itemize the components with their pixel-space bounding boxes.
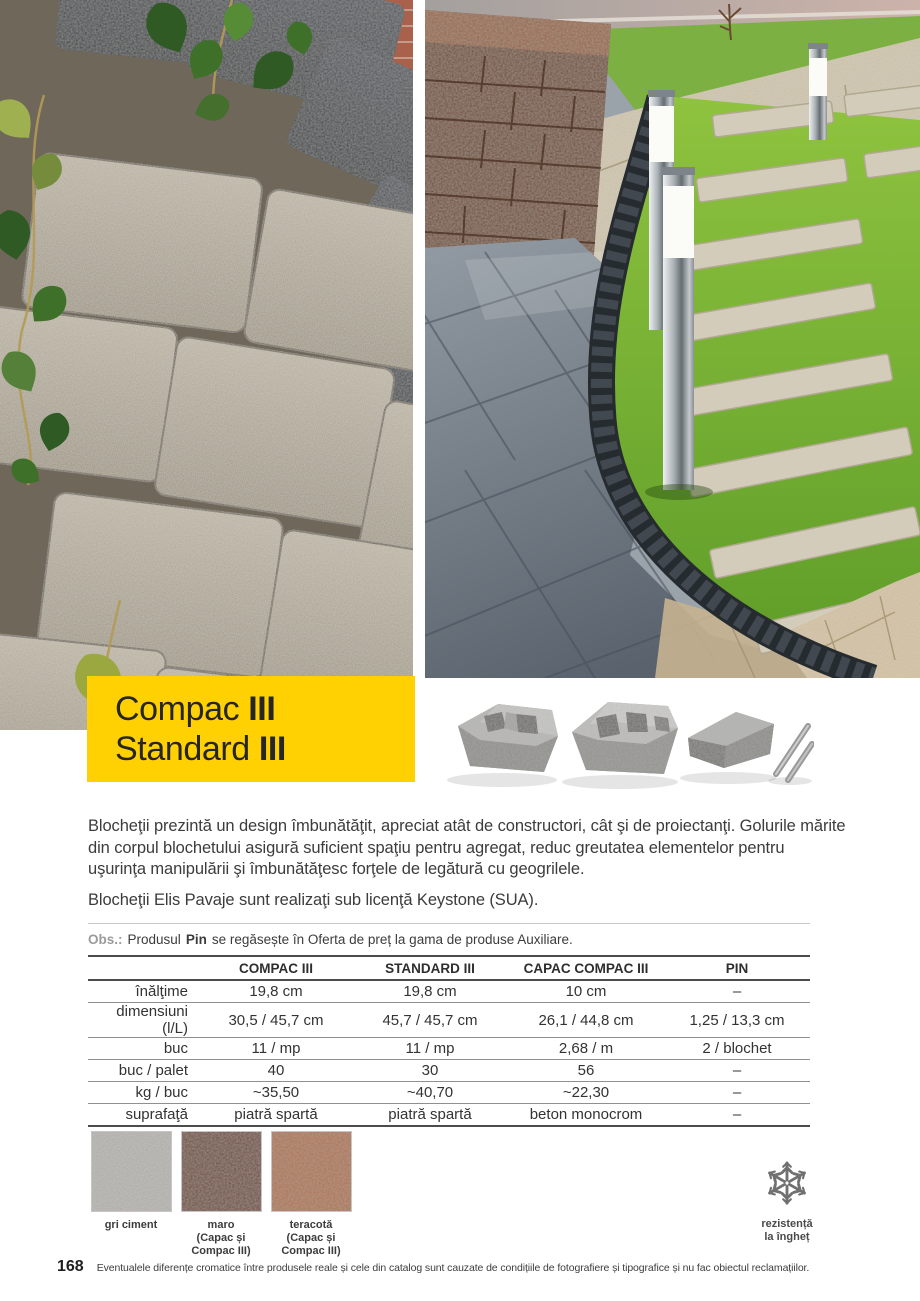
row-label: înălţime xyxy=(88,980,200,1003)
description-paragraph-1: Blocheţii prezintă un design îmbunătăţit, apreciat atât de constructori, cât şi de proiectanţi. Golurile mărite din corpul blochetului asigură suficient spaţiu pentru agregat, reduc greutatea elementelor pentru uşurinţa manipulării şi îmbunătăţesc forţele de legătură cu geogrilele. xyxy=(88,817,846,878)
swatch-chip-gri xyxy=(91,1131,172,1212)
header-pin: PIN xyxy=(664,956,810,980)
cell: piatră spartă xyxy=(388,1106,472,1123)
block-renders-illustration xyxy=(440,688,814,790)
frost-badge-label: rezistență la îngheț xyxy=(761,1218,813,1243)
swatch-chip-teracota xyxy=(271,1131,352,1212)
swatch-chip-maro xyxy=(181,1131,262,1212)
cell: piatră spartă xyxy=(234,1106,318,1123)
standard-block-render xyxy=(572,702,678,774)
header-capac: CAPAC COMPAC III xyxy=(508,956,664,980)
cell: ~22,30 xyxy=(508,1082,664,1104)
note-label: Obs.: xyxy=(88,932,123,947)
note-product-name: Pin xyxy=(185,932,207,947)
spec-table xyxy=(88,955,810,1127)
swatch-label: maro (Capac și Compac III) xyxy=(191,1219,251,1257)
cell: 30,5 / 45,7 cm xyxy=(200,1003,352,1038)
cell: 10 cm xyxy=(508,980,664,1003)
snowflake-icon xyxy=(764,1160,810,1206)
cell: 11 / mp xyxy=(200,1038,352,1060)
swatch-label: gri ciment xyxy=(104,1219,158,1231)
cell: – xyxy=(664,1082,810,1104)
swatch-gri-ciment xyxy=(83,1131,179,1232)
cell: 1,25 / 13,3 cm xyxy=(664,1003,810,1038)
cell: 56 xyxy=(508,1060,664,1082)
bollard-light-far xyxy=(808,43,828,140)
note-row xyxy=(88,923,810,955)
photo-garden-path xyxy=(425,0,920,678)
product-title-line1: Compac III xyxy=(115,690,276,728)
frost-resistance-badge xyxy=(736,1160,838,1244)
row-label: buc / palet xyxy=(88,1060,200,1082)
header-compac: COMPAC III xyxy=(200,956,352,980)
footer-disclaimer: Eventualele diferențe cromatice între produsele reale și cele din catalog sunt cauzate de condițiile de fotografiere și tipografice și nu fac obiectul reclamațiilor. xyxy=(96,1262,810,1274)
page-number: 168 xyxy=(57,1258,84,1275)
cell: 40 xyxy=(200,1060,352,1082)
table-row xyxy=(88,980,810,1003)
product-description xyxy=(88,816,846,911)
stone-wall-illustration xyxy=(0,0,413,730)
row-label: kg / buc xyxy=(88,1082,200,1104)
cell: – xyxy=(664,980,810,1003)
swatch-label: teracotă (Capac și Compac III) xyxy=(281,1219,341,1257)
table-row xyxy=(88,1060,810,1082)
product-title-line2: Standard III xyxy=(115,730,286,768)
pin-rods-render xyxy=(776,726,812,780)
note-text-before: Produsul xyxy=(127,932,181,947)
swatch-teracota xyxy=(263,1131,359,1258)
cell: beton monocrom xyxy=(529,1106,643,1123)
cell: 30 xyxy=(352,1060,508,1082)
description-paragraph-2: Blocheţii Elis Pavaje sunt realizaţi sub licenţă Keystone (SUA). xyxy=(88,890,539,909)
garden-path-illustration xyxy=(425,0,920,678)
page-footer xyxy=(57,1258,877,1276)
swatch-maro xyxy=(173,1131,269,1258)
row-label: dimensiuni (l/L) xyxy=(88,1003,200,1038)
spec-table-header-row xyxy=(88,956,810,980)
capac-block-render xyxy=(688,712,774,768)
spec-section xyxy=(88,923,810,1127)
cell: – xyxy=(732,1106,742,1123)
cell: 11 / mp xyxy=(352,1038,508,1060)
cell: 19,8 cm xyxy=(200,980,352,1003)
cell: – xyxy=(664,1060,810,1082)
table-row xyxy=(88,1082,810,1104)
header-standard: STANDARD III xyxy=(352,956,508,980)
table-row xyxy=(88,1104,810,1127)
cell: 26,1 / 44,8 cm xyxy=(508,1003,664,1038)
table-row xyxy=(88,1038,810,1060)
product-block-images xyxy=(440,688,814,790)
cell: 2 / blochet xyxy=(664,1038,810,1060)
cell: 2,68 / m xyxy=(508,1038,664,1060)
table-row xyxy=(88,1003,810,1038)
note-text-after: se regăsește în Oferta de preț la gama de produse Auxiliare. xyxy=(211,932,573,947)
cell: 19,8 cm xyxy=(352,980,508,1003)
cell: ~40,70 xyxy=(352,1082,508,1104)
product-title-banner xyxy=(87,676,415,782)
row-label: buc xyxy=(88,1038,200,1060)
header-empty xyxy=(88,956,200,980)
compac-block-render xyxy=(458,704,558,772)
cell: ~35,50 xyxy=(200,1082,352,1104)
row-label: suprafaţă xyxy=(125,1106,188,1123)
cell: 45,7 / 45,7 cm xyxy=(352,1003,508,1038)
photo-stone-wall xyxy=(0,0,413,730)
